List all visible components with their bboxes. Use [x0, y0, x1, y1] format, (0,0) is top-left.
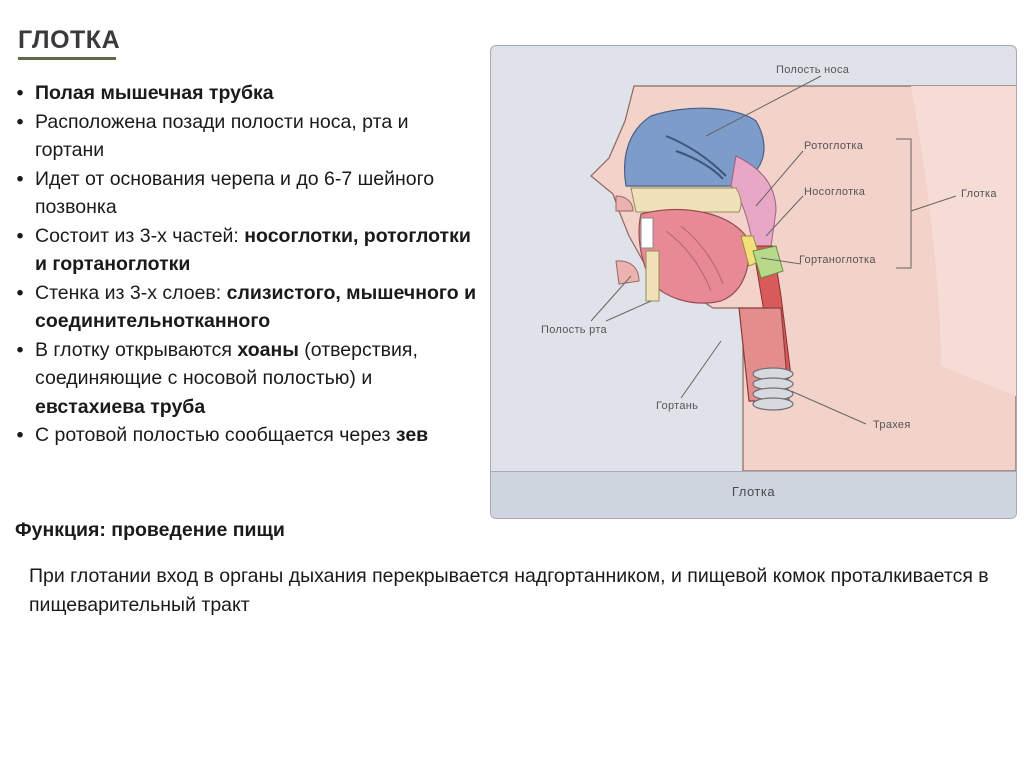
bullet-text: Расположена позади полости носа, рта и гортани: [35, 110, 409, 161]
label-nasopharynx: Носоглотка: [804, 186, 866, 198]
bullet-text: С ротовой полостью сообщается через: [35, 424, 396, 446]
anatomy-illustration: [491, 46, 1016, 518]
bullet-bold-text: слизистого, мышечного и соединительнотканного: [35, 281, 477, 332]
bullet-dot: •: [16, 281, 24, 304]
bullet-item: [10, 421, 480, 450]
bullet-item: [10, 222, 480, 279]
bullet-text: Состоит из 3-х частей:: [35, 224, 245, 247]
label-oral-cavity: Полость рта: [541, 324, 607, 336]
figure-caption: Глотка: [731, 484, 776, 499]
description-paragraph: При глотании вход в органы дыхания перекрывается надгортанником, и пищевой комок проталкивается в пищеварительный тракт: [29, 565, 989, 616]
bullet-bold-text: зев: [395, 424, 429, 446]
bullet-bold-text: Полая мышечная трубка: [35, 82, 274, 104]
function-line: Функция: проведение пищи: [15, 519, 285, 541]
label-nasal-cavity: Полость носа: [776, 64, 850, 76]
bullet-item: [10, 165, 480, 222]
bullet-text: (отверствия, соединяющие с носовой полостью) и: [35, 338, 418, 389]
jaw-bone: [646, 251, 659, 301]
bullet-bold-text: носоглотки, ротоглотки и гортаноглотки: [35, 224, 471, 275]
bullet-item: [10, 79, 480, 108]
bullet-item: [10, 108, 480, 165]
bullet-text: Идет от основания черепа и до 6-7 шейного позвонка: [35, 167, 435, 218]
label-oropharynx: Ротоглотка: [804, 140, 864, 152]
label-larynx: Гортань: [656, 400, 699, 412]
label-laryngopharynx: Гортаноглотка: [799, 254, 876, 266]
bullet-item: [10, 336, 480, 422]
bullet-dot: •: [16, 424, 24, 446]
bullet-dot: •: [16, 167, 24, 190]
bullet-dot: •: [16, 110, 24, 133]
label-trachea: Трахея: [873, 419, 911, 431]
bullet-bold-text: хоаны: [237, 338, 299, 361]
bullet-dot: •: [16, 82, 24, 104]
label-pharynx: Глотка: [961, 188, 997, 200]
page-title: ГЛОТКА: [18, 26, 121, 54]
bullet-bold-text: евстахиева труба: [35, 395, 206, 418]
bullet-item: [10, 279, 480, 336]
pharynx-anatomy-figure: [490, 45, 1017, 519]
teeth: [641, 218, 653, 248]
bullet-dot: •: [16, 224, 24, 247]
bullet-text: Стенка из 3-х слоев:: [35, 281, 227, 304]
bullet-text: В глотку открываются: [35, 338, 238, 361]
bullet-list: [10, 79, 480, 450]
palate: [631, 188, 741, 212]
bullet-dot: •: [16, 338, 24, 361]
title-underline: [18, 57, 116, 60]
